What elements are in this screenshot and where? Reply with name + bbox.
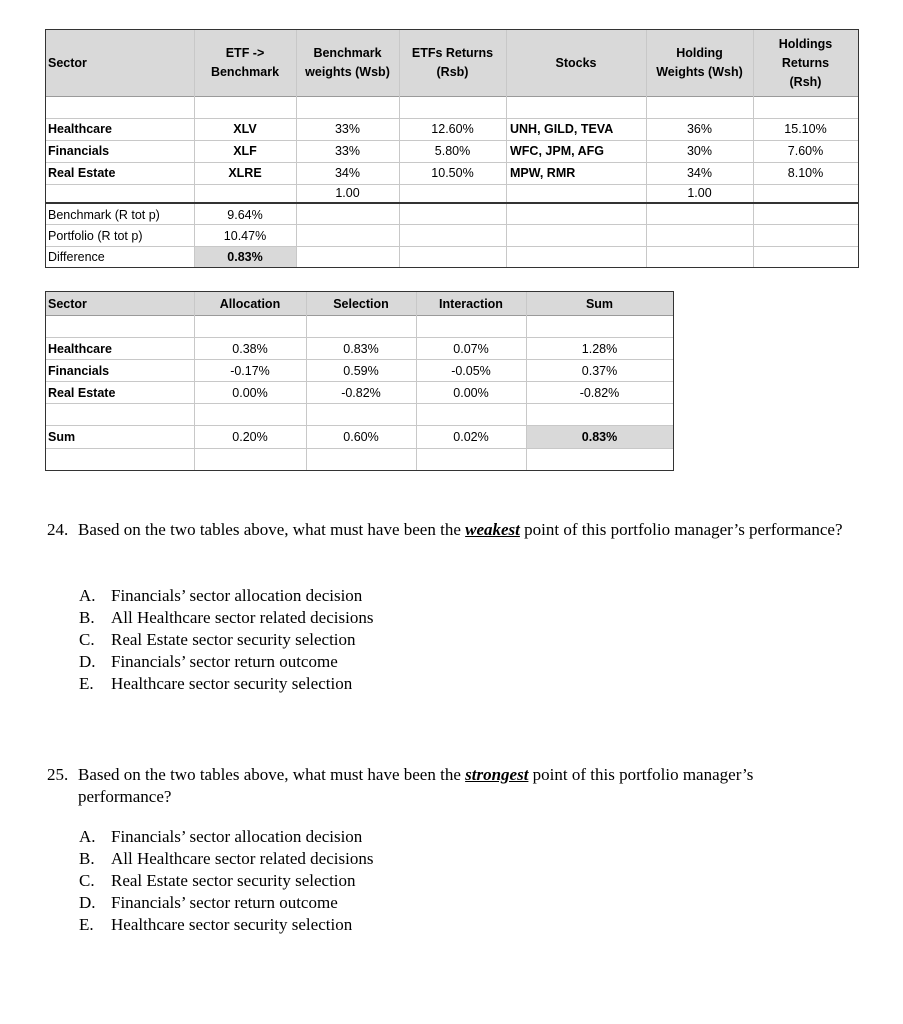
header-stocks: Stocks xyxy=(555,55,597,70)
question-number: 25. xyxy=(47,765,69,784)
answer-option[interactable]: E. Healthcare sector security selection xyxy=(79,674,353,693)
etf-ticker: XLF xyxy=(233,144,257,158)
holding-weight: 30% xyxy=(686,144,713,158)
sector-label: Real Estate xyxy=(48,166,116,180)
summary-label: Portfolio (R tot p) xyxy=(48,229,143,243)
etf-ticker: XLV xyxy=(233,122,257,136)
sector-label: Financials xyxy=(48,364,110,378)
allocation-total: 0.20% xyxy=(232,430,268,444)
sector-label: Healthcare xyxy=(48,122,112,136)
question-emphasis: strongest xyxy=(465,765,529,784)
etf-return: 12.60% xyxy=(431,122,474,136)
sum-value: 0.37% xyxy=(581,364,618,378)
etf-ticker: XLRE xyxy=(228,166,262,180)
answer-option[interactable]: D. Financials’ sector return outcome xyxy=(79,652,338,671)
answer-option[interactable]: D. Financials’ sector return outcome xyxy=(79,893,338,912)
holding-weight-total: 1.00 xyxy=(687,186,712,200)
summary-label: Benchmark (R tot p) xyxy=(48,208,160,222)
holding-return: 15.10% xyxy=(784,122,827,136)
sector-label: Real Estate xyxy=(48,386,116,400)
answer-option[interactable]: A. Financials’ sector allocation decision xyxy=(79,586,363,605)
answer-option[interactable]: C. Real Estate sector security selection xyxy=(79,871,356,890)
header-etf-returns: ETFs Returns (Rsb) xyxy=(411,46,494,79)
benchmark-weight: 34% xyxy=(334,166,361,180)
selection-total: 0.60% xyxy=(343,430,379,444)
stocks-list: WFC, JPM, AFG xyxy=(510,144,604,158)
answer-option[interactable]: A. Financials’ sector allocation decision xyxy=(79,827,363,846)
header-holding-returns: Holdings Returns (Rsh) xyxy=(778,36,833,89)
etf-return: 5.80% xyxy=(434,144,471,158)
summary-value: 9.64% xyxy=(227,208,263,222)
answer-options-25 xyxy=(79,826,479,936)
etf-return: 10.50% xyxy=(431,166,474,180)
selection-value: -0.82% xyxy=(341,386,381,400)
header-interaction: Interaction xyxy=(439,297,503,311)
stocks-list: MPW, RMR xyxy=(510,166,576,180)
sector-label: Financials xyxy=(48,144,110,158)
answer-options-24 xyxy=(79,585,479,695)
summary-label: Difference xyxy=(48,250,105,264)
attribution-inputs-table xyxy=(45,29,859,268)
holding-weight: 36% xyxy=(686,122,713,136)
question-25 xyxy=(47,764,877,808)
question-number: 24. xyxy=(47,520,69,539)
question-text: Based on the two tables above, what must have been the weakest point of this portfolio manager’s performance? xyxy=(78,520,843,539)
summary-value: 0.83% xyxy=(227,250,263,264)
answer-option[interactable]: B. All Healthcare sector related decisions xyxy=(79,608,374,627)
interaction-value: -0.05% xyxy=(451,364,491,378)
stocks-list: UNH, GILD, TEVA xyxy=(510,122,614,136)
benchmark-weight-total: 1.00 xyxy=(335,186,360,200)
interaction-total: 0.02% xyxy=(453,430,489,444)
header-selection: Selection xyxy=(333,297,389,311)
benchmark-weight: 33% xyxy=(334,122,361,136)
header-sum: Sum xyxy=(585,297,614,311)
selection-value: 0.83% xyxy=(343,342,379,356)
header-benchmark-weights: Benchmark weights (Wsb) xyxy=(305,46,390,79)
header-etf-benchmark: ETF -> Benchmark xyxy=(210,46,280,79)
attribution-results-table xyxy=(45,291,674,471)
sector-label: Healthcare xyxy=(48,342,112,356)
header-allocation: Allocation xyxy=(219,297,281,311)
selection-value: 0.59% xyxy=(343,364,379,378)
allocation-value: 0.38% xyxy=(232,342,268,356)
question-emphasis: weakest xyxy=(465,520,520,539)
sum-value: 1.28% xyxy=(581,342,618,356)
interaction-value: 0.00% xyxy=(453,386,489,400)
header-sector: Sector xyxy=(48,55,87,70)
interaction-value: 0.07% xyxy=(453,342,489,356)
sum-row-label: Sum xyxy=(48,430,76,444)
question-24 xyxy=(47,519,877,563)
holding-weight: 34% xyxy=(686,166,713,180)
answer-option[interactable]: C. Real Estate sector security selection xyxy=(79,630,356,649)
answer-option[interactable]: E. Healthcare sector security selection xyxy=(79,915,353,934)
header-sector: Sector xyxy=(48,297,87,311)
header-holding-weights: Holding Weights (Wsh) xyxy=(656,46,743,79)
question-text: Based on the two tables above, what must have been the strongest point of this portfolio manager’s performance? xyxy=(78,765,754,806)
holding-return: 7.60% xyxy=(787,144,824,158)
sum-total: 0.83% xyxy=(581,430,618,444)
summary-value: 10.47% xyxy=(223,229,267,243)
benchmark-weight: 33% xyxy=(334,144,361,158)
allocation-value: -0.17% xyxy=(230,364,270,378)
sum-value: -0.82% xyxy=(579,386,620,400)
holding-return: 8.10% xyxy=(787,166,824,180)
answer-option[interactable]: B. All Healthcare sector related decisions xyxy=(79,849,374,868)
allocation-value: 0.00% xyxy=(232,386,268,400)
